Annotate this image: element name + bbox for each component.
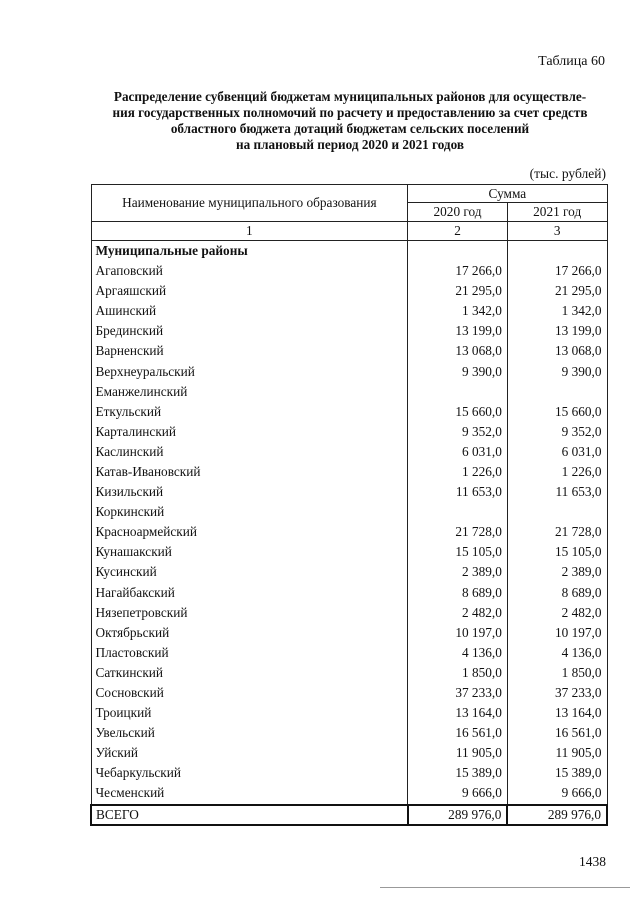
district-name: Катав-Ивановский (91, 462, 408, 482)
table-row (91, 663, 607, 683)
table-row (91, 482, 607, 502)
value-2020: 37 233,0 (408, 683, 508, 703)
table-row (91, 643, 607, 663)
title-line: областного бюджета дотаций бюджетам сельских поселений (170, 121, 530, 136)
district-name: Коркинский (91, 502, 408, 522)
table-row (91, 341, 607, 361)
total-2021: 289 976,0 (507, 805, 607, 825)
value-2021: 37 233,0 (507, 683, 607, 703)
district-name: Каслинский (91, 442, 408, 462)
value-2021: 9 390,0 (507, 361, 607, 381)
value-2021: 4 136,0 (507, 643, 607, 663)
document-title (90, 89, 610, 153)
units-label: (тыс. рублей) (529, 166, 606, 181)
value-2021: 9 352,0 (507, 422, 607, 442)
table-row (91, 462, 607, 482)
value-2021: 1 850,0 (507, 663, 607, 683)
value-2020: 21 728,0 (408, 522, 508, 542)
page-number: 1438 (579, 854, 606, 869)
district-name: Варненский (91, 341, 408, 361)
district-name: Красноармейский (91, 522, 408, 542)
column-number-1: 1 (91, 222, 408, 241)
value-2021: 13 164,0 (507, 703, 607, 723)
district-name: Кизильский (91, 482, 408, 502)
value-2020: 16 561,0 (408, 723, 508, 743)
value-2021 (507, 382, 607, 402)
value-2020: 8 689,0 (408, 583, 508, 603)
table-row (91, 522, 607, 542)
value-2020: 4 136,0 (408, 643, 508, 663)
value-2020: 2 389,0 (408, 562, 508, 582)
value-2020: 2 482,0 (408, 603, 508, 623)
district-name: Чебаркульский (91, 763, 408, 783)
value-2021: 1 226,0 (507, 462, 607, 482)
value-2020: 6 031,0 (408, 442, 508, 462)
district-name: Ашинский (91, 301, 408, 321)
value-2020: 10 197,0 (408, 623, 508, 643)
table-row (91, 703, 607, 723)
total-label: ВСЕГО (91, 805, 408, 825)
district-name: Чесменский (91, 783, 408, 804)
district-name: Саткинский (91, 663, 408, 683)
column-header-2020: 2020 год (408, 203, 508, 222)
district-name: Верхнеуральский (91, 361, 408, 381)
value-2020: 1 850,0 (408, 663, 508, 683)
value-2021: 2 389,0 (507, 562, 607, 582)
value-2020: 17 266,0 (408, 261, 508, 281)
table-row (91, 783, 607, 804)
value-2021: 6 031,0 (507, 442, 607, 462)
district-name: Пластовский (91, 643, 408, 663)
table-row (91, 683, 607, 703)
table-row (91, 361, 607, 381)
title-line: ния государственных полномочий по расчету и предоставлению за счет средств (112, 105, 588, 120)
value-2021: 1 342,0 (507, 301, 607, 321)
table-row (91, 542, 607, 562)
district-name: Октябрьский (91, 623, 408, 643)
footer-divider (380, 887, 630, 888)
value-2020 (408, 382, 508, 402)
district-name: Еткульский (91, 402, 408, 422)
district-name: Аргаяшский (91, 281, 408, 301)
value-2021: 2 482,0 (507, 603, 607, 623)
district-name: Брединский (91, 321, 408, 341)
table-row (91, 723, 607, 743)
table-row (91, 261, 607, 281)
value-2021: 11 653,0 (507, 482, 607, 502)
column-number-3: 3 (507, 222, 607, 241)
table-row (91, 583, 607, 603)
value-2020: 11 905,0 (408, 743, 508, 763)
value-2021: 15 389,0 (507, 763, 607, 783)
title-line: на плановый период 2020 и 2021 годов (236, 137, 464, 152)
value-2021: 21 728,0 (507, 522, 607, 542)
value-2021: 17 266,0 (507, 261, 607, 281)
value-2020: 15 660,0 (408, 402, 508, 422)
district-name: Агаповский (91, 261, 408, 281)
subsidy-table (90, 184, 608, 826)
district-name: Еманжелинский (91, 382, 408, 402)
value-2020: 21 295,0 (408, 281, 508, 301)
district-name: Нязепетровский (91, 603, 408, 623)
district-name: Сосновский (91, 683, 408, 703)
column-number-2: 2 (408, 222, 508, 241)
value-2021: 15 660,0 (507, 402, 607, 422)
district-name: Кусинский (91, 562, 408, 582)
value-2020: 9 666,0 (408, 783, 508, 804)
table-row (91, 382, 607, 402)
table-row (91, 442, 607, 462)
value-2021 (507, 502, 607, 522)
table-row (91, 603, 607, 623)
table-number-label: Таблица 60 (538, 54, 605, 69)
table-row (91, 743, 607, 763)
value-2020: 11 653,0 (408, 482, 508, 502)
total-2020: 289 976,0 (408, 805, 508, 825)
table-row (91, 301, 607, 321)
table-row (91, 422, 607, 442)
column-header-2021: 2021 год (507, 203, 607, 222)
table-row (91, 763, 607, 783)
section-title: Муниципальные районы (91, 241, 408, 262)
value-2021: 15 105,0 (507, 542, 607, 562)
table-row (91, 502, 607, 522)
title-line: Распределение субвенций бюджетам муниципальных районов для осуществле- (113, 89, 587, 104)
value-2021: 8 689,0 (507, 583, 607, 603)
table-row (91, 281, 607, 301)
value-2021: 13 199,0 (507, 321, 607, 341)
value-2020: 15 389,0 (408, 763, 508, 783)
district-name: Карталинский (91, 422, 408, 442)
value-2021: 9 666,0 (507, 783, 607, 804)
column-header-name: Наименование муниципального образования (91, 185, 408, 222)
value-2021: 13 068,0 (507, 341, 607, 361)
district-name: Увельский (91, 723, 408, 743)
table-row (91, 402, 607, 422)
value-2020: 13 199,0 (408, 321, 508, 341)
table-row (91, 321, 607, 341)
district-name: Уйский (91, 743, 408, 763)
value-2020: 9 390,0 (408, 361, 508, 381)
value-2021: 16 561,0 (507, 723, 607, 743)
table-row (91, 623, 607, 643)
value-2021: 10 197,0 (507, 623, 607, 643)
value-2020 (408, 502, 508, 522)
value-2020: 13 164,0 (408, 703, 508, 723)
value-2020: 1 226,0 (408, 462, 508, 482)
value-2020: 1 342,0 (408, 301, 508, 321)
district-name: Кунашакский (91, 542, 408, 562)
value-2020: 13 068,0 (408, 341, 508, 361)
district-name: Нагайбакский (91, 583, 408, 603)
value-2021: 21 295,0 (507, 281, 607, 301)
column-number-row (91, 222, 607, 241)
total-row (91, 805, 607, 825)
table-row (91, 562, 607, 582)
district-name: Троицкий (91, 703, 408, 723)
column-header-sum: Сумма (408, 185, 607, 203)
value-2020: 9 352,0 (408, 422, 508, 442)
value-2020: 15 105,0 (408, 542, 508, 562)
section-row (91, 241, 607, 262)
value-2021: 11 905,0 (507, 743, 607, 763)
